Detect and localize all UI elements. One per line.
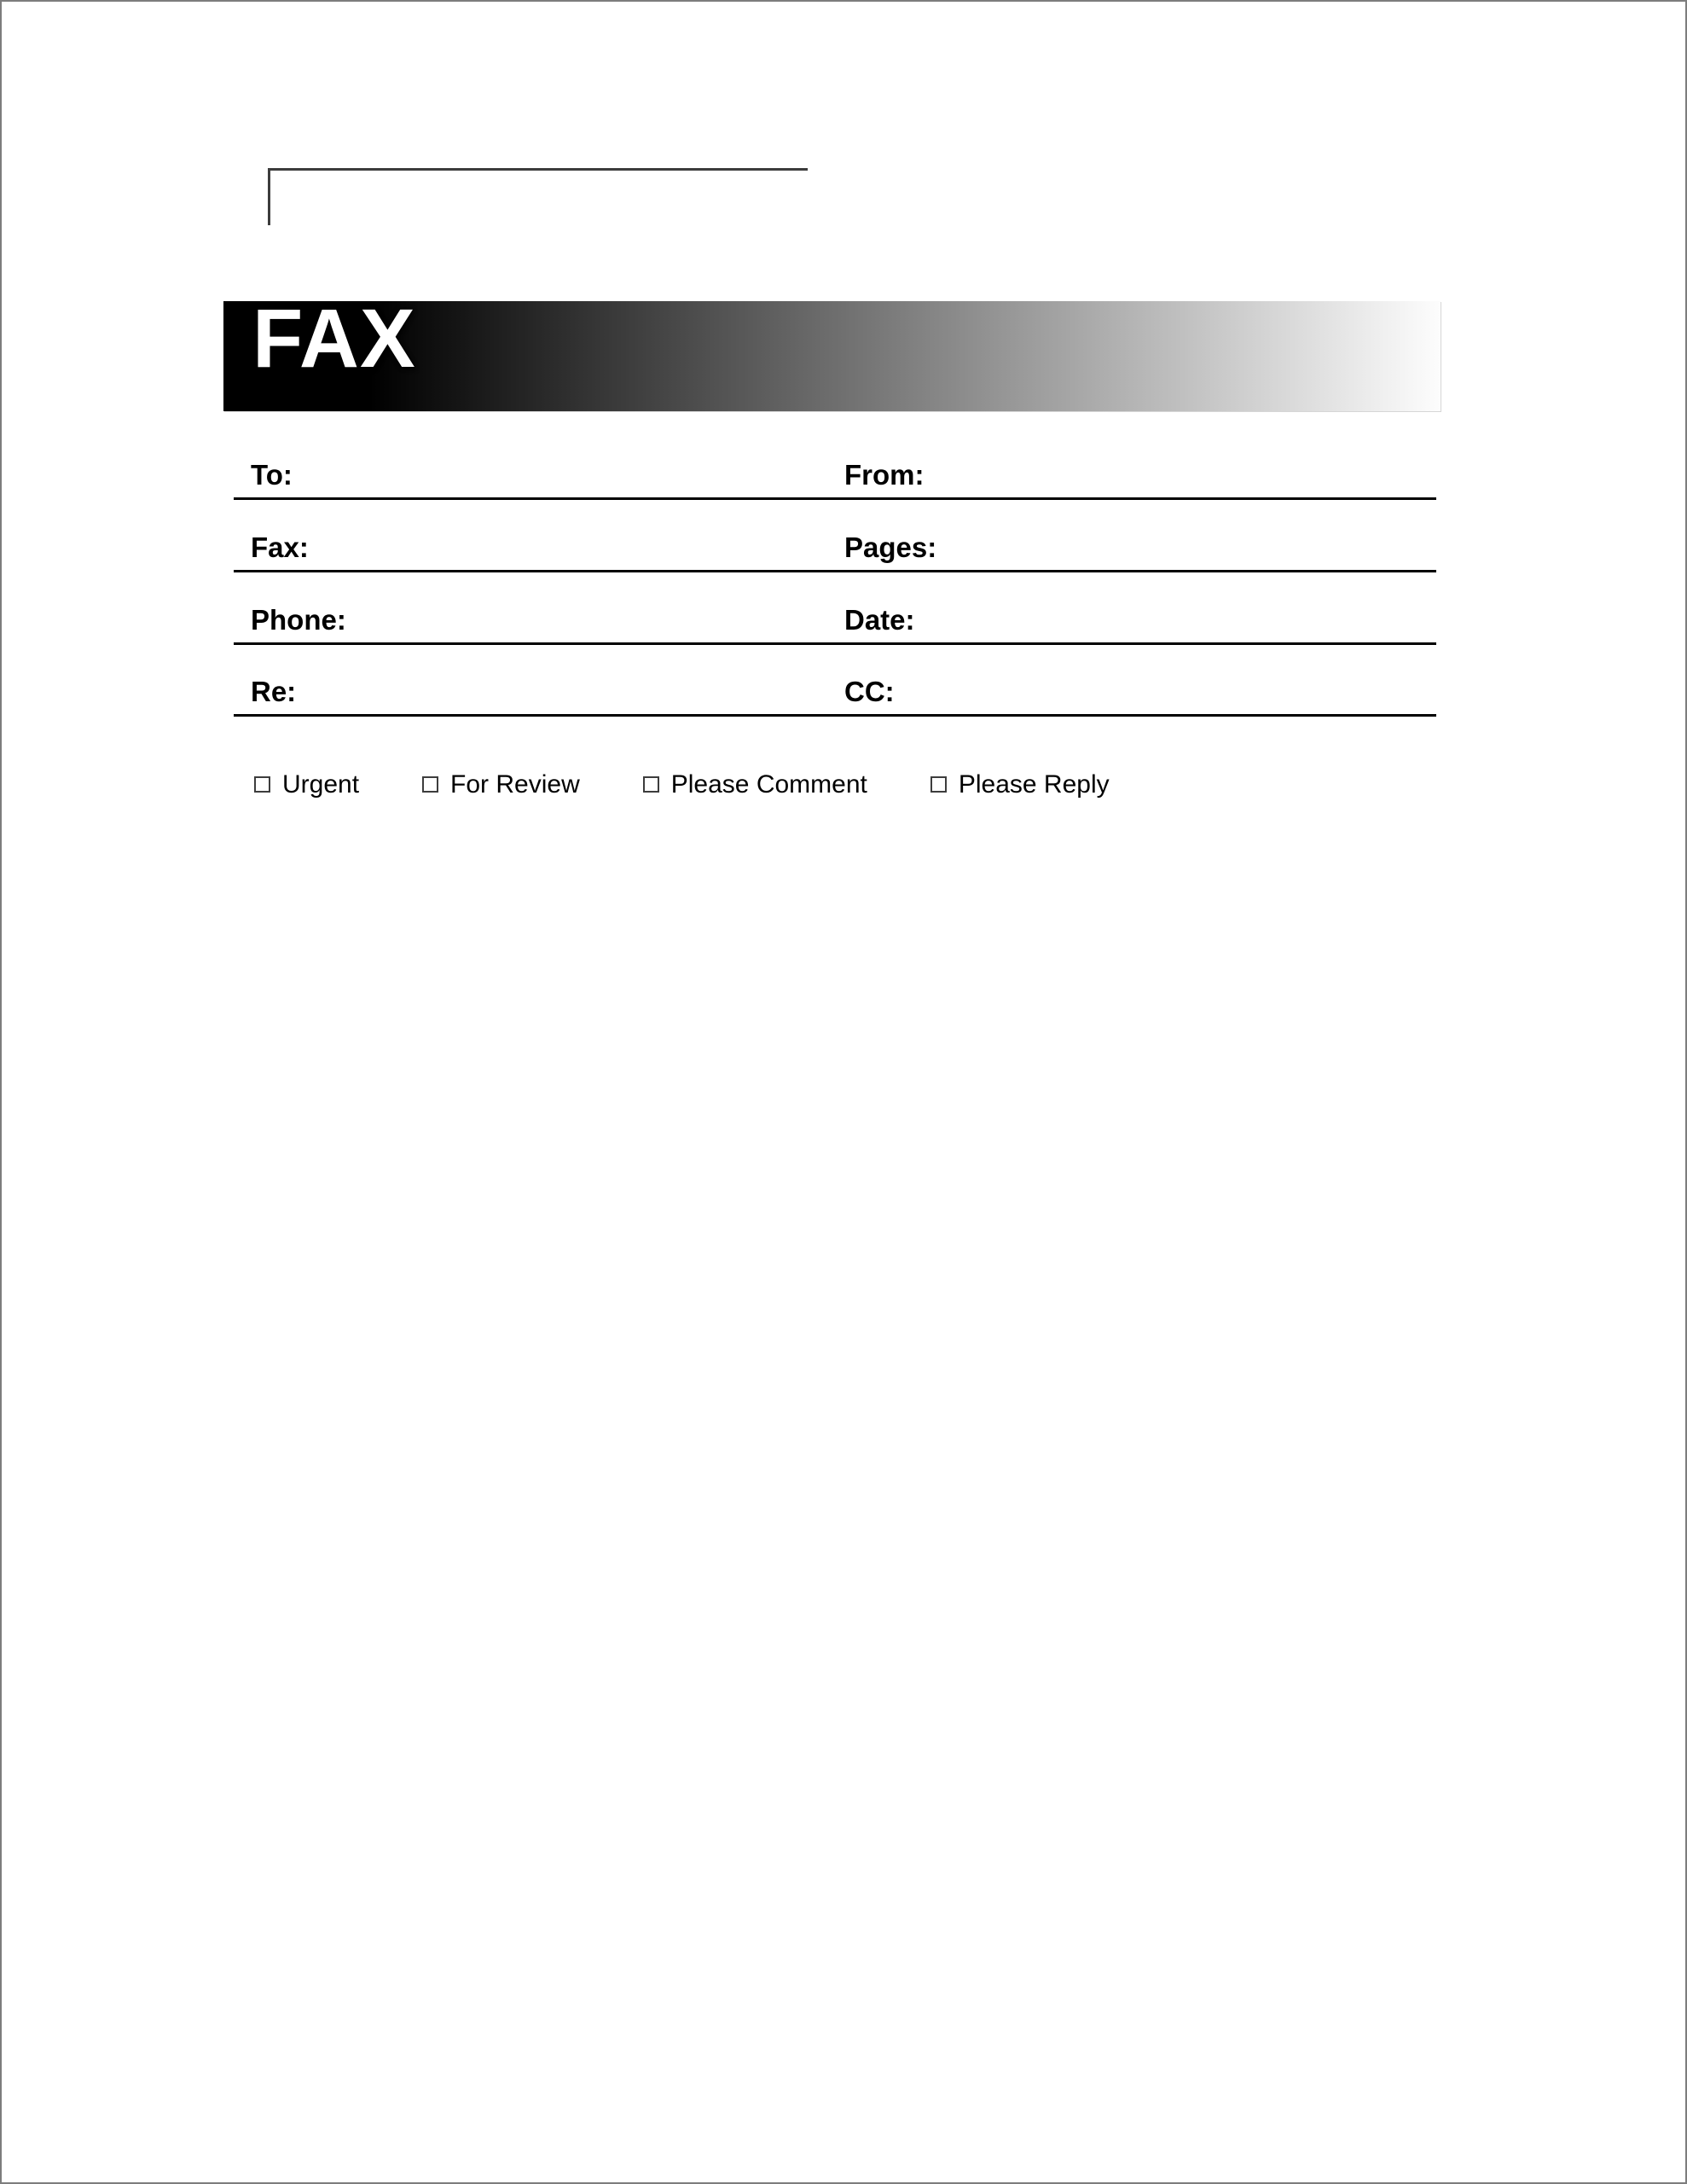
- checkbox-icon: [254, 776, 270, 793]
- checkbox-please-reply[interactable]: [930, 770, 1110, 799]
- form-row-to-from: [234, 449, 1436, 500]
- phone-field[interactable]: [345, 601, 839, 642]
- phone-label: Phone:: [251, 604, 346, 636]
- from-label: From:: [844, 459, 925, 491]
- checkbox-please-comment-label: Please Comment: [670, 770, 867, 799]
- corner-bracket: [268, 168, 808, 225]
- re-field[interactable]: [345, 673, 839, 714]
- checkbox-row: [254, 770, 1110, 799]
- checkbox-urgent[interactable]: [254, 770, 359, 799]
- form-row-phone-date: [234, 594, 1436, 645]
- checkbox-please-comment[interactable]: [643, 770, 867, 799]
- fax-field[interactable]: [345, 529, 839, 570]
- date-field[interactable]: [959, 601, 1432, 642]
- from-field[interactable]: [959, 456, 1432, 497]
- date-label: Date:: [844, 604, 915, 636]
- cc-label: CC:: [844, 676, 895, 707]
- to-label: To:: [251, 459, 293, 491]
- pages-field[interactable]: [959, 529, 1432, 570]
- fax-label: Fax:: [251, 531, 309, 563]
- form-row-re-cc: [234, 665, 1436, 717]
- checkbox-urgent-label: Urgent: [282, 770, 360, 799]
- checkbox-icon: [422, 776, 438, 793]
- checkbox-please-reply-label: Please Reply: [958, 770, 1110, 799]
- checkbox-icon: [643, 776, 659, 793]
- pages-label: Pages:: [844, 531, 937, 563]
- checkbox-for-review-label: For Review: [450, 770, 580, 799]
- to-field[interactable]: [345, 456, 839, 497]
- cc-field[interactable]: [959, 673, 1432, 714]
- form-row-fax-pages: [234, 521, 1436, 572]
- checkbox-for-review[interactable]: [422, 770, 580, 799]
- checkbox-icon: [930, 776, 947, 793]
- fax-banner: [223, 292, 1441, 411]
- re-label: Re:: [251, 676, 297, 707]
- fax-title: FAX: [252, 292, 416, 385]
